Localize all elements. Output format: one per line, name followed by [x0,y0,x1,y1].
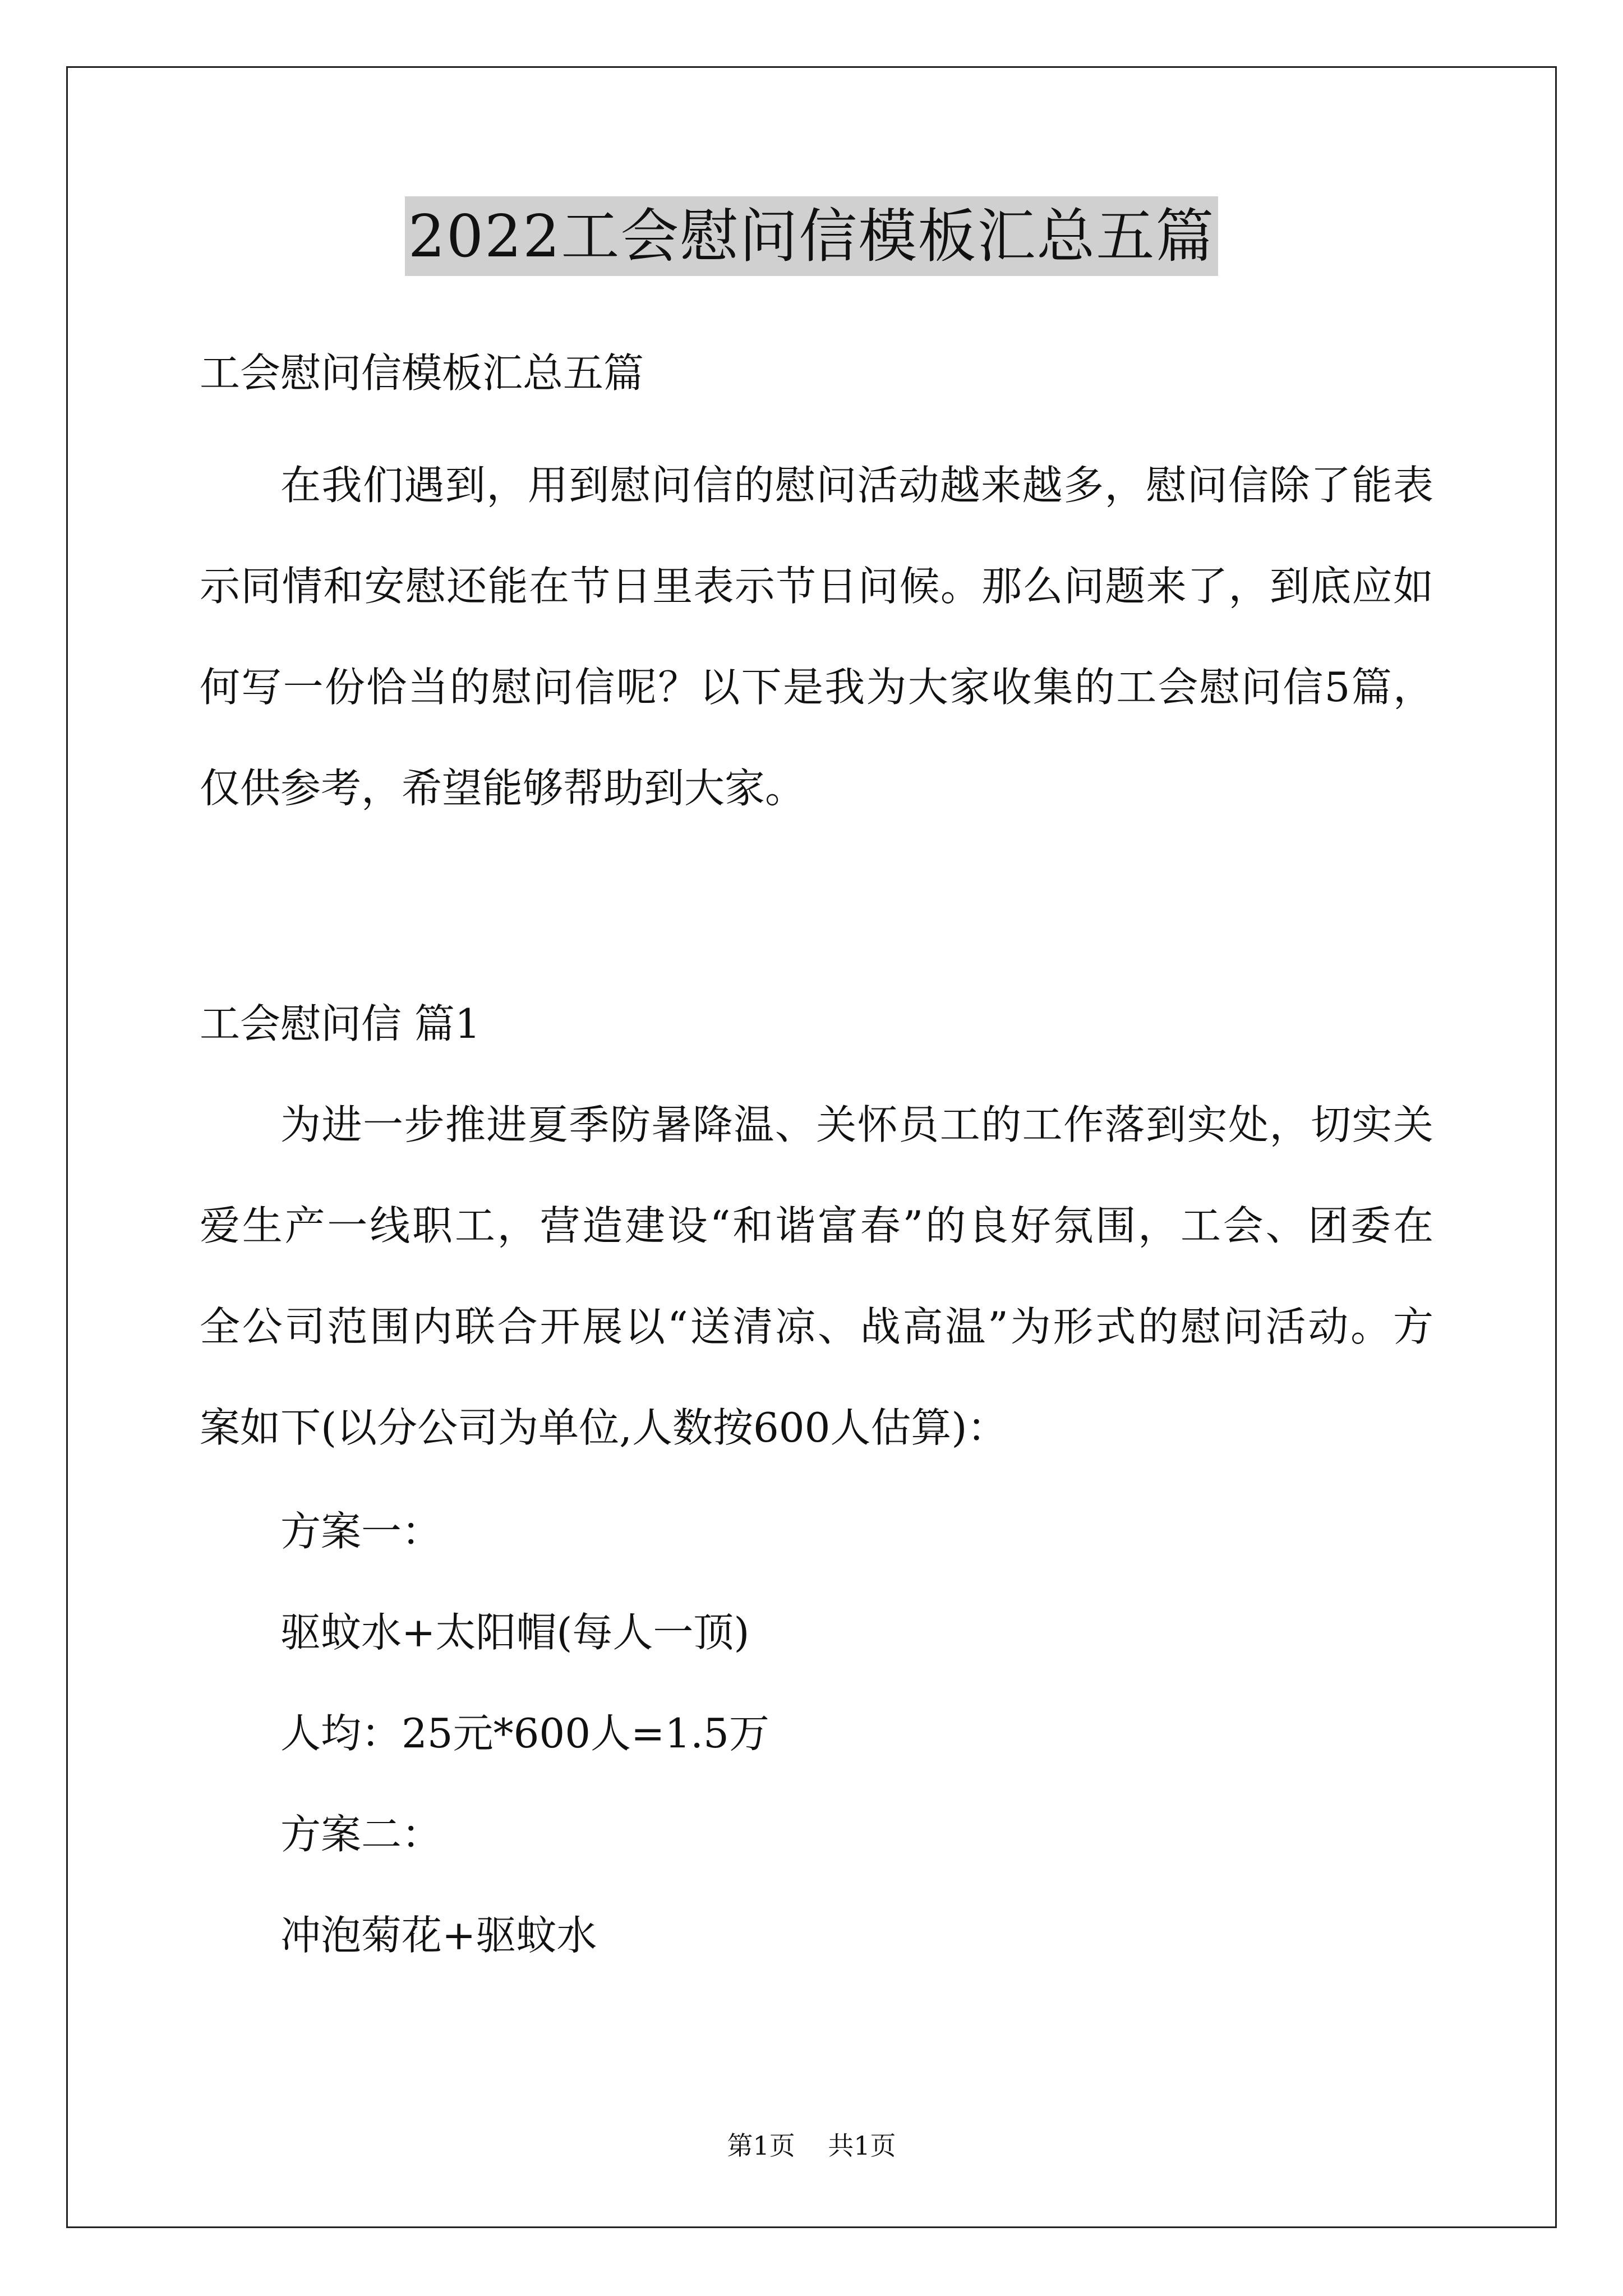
plan-item: 冲泡菊花+驱蚊水 [280,1912,597,1959]
section1-line: 全公司范围内联合开展以“送清凉、战高温”为形式的慰问活动。方 [200,1303,1433,1350]
title-wrap [0,196,1623,276]
plan-list [200,1481,1433,1986]
section1-line: 爱生产一线职工，营造建设“和谐富春”的良好氛围，工会、团委在 [200,1202,1433,1249]
plan-item: 方案一： [280,1508,442,1555]
section1-line: 为进一步推进夏季防暑降温、关怀员工的工作落到实处，切实关 [280,1101,1433,1148]
subtitle-block [200,323,1433,424]
intro-line: 在我们遇到，用到慰问信的慰问活动越来越多，慰问信除了能表 [280,462,1433,509]
page-total: 共1页 [828,2131,896,2161]
plan-item: 驱蚊水+太阳帽(每人一顶) [280,1609,750,1656]
section1-paragraph [200,1074,1433,1478]
plan-item: 方案二： [280,1811,442,1858]
intro-line: 何写一份恰当的慰问信呢？以下是我为大家收集的工会慰问信5篇， [200,664,1433,711]
document-subtitle: 工会慰问信模板汇总五篇 [200,349,644,397]
section1-heading-block [200,973,1433,1074]
page-footer [0,2129,1623,2162]
page-number: 第1页 [727,2131,795,2161]
section1-line: 案如下(以分公司为单位,人数按600人估算)： [200,1404,1008,1451]
intro-line: 仅供参考，希望能够帮助到大家。 [200,765,806,812]
intro-line: 示同情和安慰还能在节日里表示节日问候。那么问题来了，到底应如 [200,563,1433,610]
section-heading: 工会慰问信 篇1 [200,1000,481,1047]
plan-item: 人均：25元*600人=1.5万 [280,1710,769,1757]
document-title: 2022工会慰问信模板汇总五篇 [405,196,1219,276]
intro-paragraph [200,435,1433,839]
